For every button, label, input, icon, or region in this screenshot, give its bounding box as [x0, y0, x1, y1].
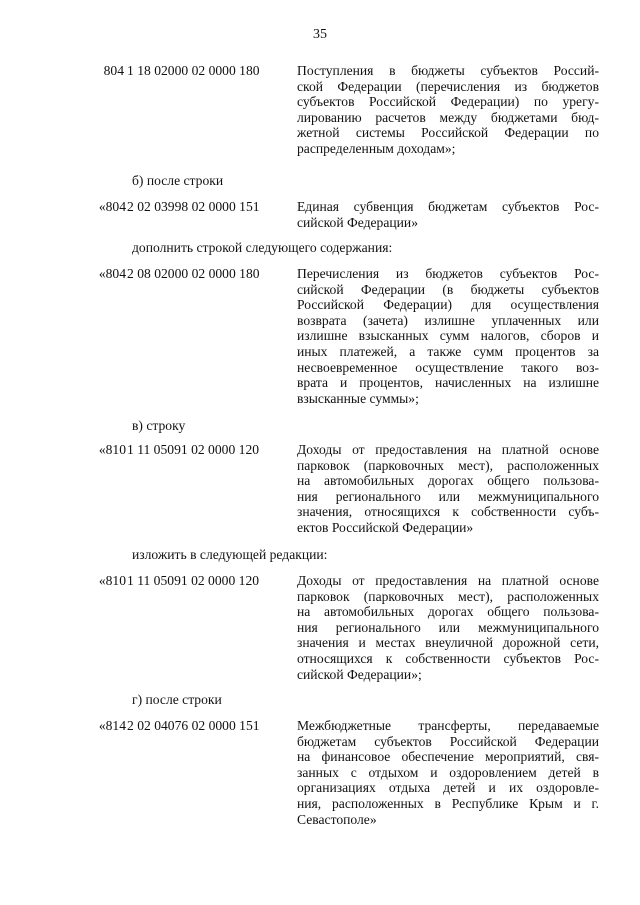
entry-description	[297, 199, 599, 230]
description-line: Перечисления из бюджетов субъектов Рос-	[297, 266, 599, 281]
entry-description	[297, 266, 599, 406]
budget-code: 1 11 05091 02 0000 120	[127, 573, 260, 588]
admin-code: «810	[98, 573, 126, 588]
instruction-text: в) строку	[132, 418, 186, 433]
description-line: на финансовое обеспечение мероприятий, свя-	[297, 749, 599, 765]
description-line: Российской Федерации) для осуществления	[297, 297, 599, 313]
page-number: 35	[313, 27, 327, 42]
entry-description	[297, 718, 599, 827]
description-line: излишне взысканных сумм налогов, сборов и	[297, 328, 599, 344]
description-line: сийской Федерации»	[297, 214, 418, 230]
description-line: значения и местах внеуличной дорожной сети,	[297, 635, 599, 651]
description-line: ния регионального или межмуниципального	[297, 488, 599, 504]
description-line: Доходы от предоставления на платной основе	[297, 442, 599, 457]
admin-code: «804	[98, 266, 126, 281]
description-line: парковок (парковочных мест), расположенных	[297, 457, 599, 473]
description-line: относящихся к собственности субъектов Рос-	[297, 650, 599, 666]
budget-code: 1 18 02000 02 0000 180	[127, 63, 260, 78]
description-line: значения, относящихся к собственности субъ-	[297, 504, 599, 520]
description-line: занных с отдыхом и оздоровлением детей в	[297, 764, 599, 780]
description-line: Поступления в бюджеты субъектов Россий-	[297, 63, 599, 78]
description-line: ния регионального или межмуниципального	[297, 619, 599, 635]
description-line: ектов Российской Федерации»	[297, 519, 474, 535]
description-line: несвоевременное осуществление такого воз-	[297, 359, 599, 375]
description-line: возврата (зачета) излишне уплаченных или	[297, 312, 599, 328]
admin-code: «804	[98, 199, 126, 214]
instruction-text: дополнить строкой следующего содержания:	[132, 240, 393, 255]
budget-code: 2 02 03998 02 0000 151	[127, 199, 260, 214]
budget-code: 2 08 02000 02 0000 180	[127, 266, 260, 281]
instruction-text: б) после строки	[132, 173, 224, 188]
description-line: ской Федерации (перечисления из бюджетов	[297, 78, 599, 94]
description-line: врата и процентов, начисленных на излишне	[297, 375, 599, 391]
description-line: парковок (парковочных мест), расположенных	[297, 588, 599, 604]
description-line: на автомобильных дорогах общего пользова-	[297, 604, 599, 620]
description-line: бюджетам субъектов Российской Федерации	[297, 733, 599, 749]
description-line: ния, расположенных в Республике Крым и г.	[297, 795, 599, 811]
admin-code: «814	[98, 718, 126, 733]
budget-code: 1 11 05091 02 0000 120	[127, 442, 260, 457]
description-line: на автомобильных дорогах общего пользова-	[297, 473, 599, 489]
admin-code: 804	[103, 63, 124, 78]
description-line: взысканные суммы»;	[297, 390, 419, 406]
entry-description	[297, 63, 599, 157]
description-line: Межбюджетные трансферты, передаваемые	[297, 718, 599, 733]
instruction-text: г) после строки	[132, 692, 222, 707]
description-line: Доходы от предоставления на платной основе	[297, 573, 599, 588]
budget-code: 2 02 04076 02 0000 151	[127, 718, 260, 733]
instruction-text: изложить в следующей редакции:	[132, 547, 328, 562]
description-line: субъектов Российской Федерации) по урегу-	[297, 94, 599, 110]
entry-description	[297, 442, 599, 536]
description-line: иных платежей, а также сумм процентов за	[297, 343, 599, 359]
description-line: сийской Федерации (в бюджеты субъектов	[297, 281, 599, 297]
description-line: сийской Федерации»;	[297, 666, 422, 682]
entry-description	[297, 573, 599, 682]
description-line: распределенным доходам»;	[297, 140, 456, 156]
description-line: жетной системы Российской Федерации по	[297, 125, 599, 141]
description-line: организациях отдыха детей и их оздоровле-	[297, 780, 599, 796]
admin-code: «810	[98, 442, 126, 457]
description-line: Севастополе»	[297, 811, 377, 827]
description-line: лированию расчетов между бюджетами бюд-	[297, 109, 599, 125]
description-line: Единая субвенция бюджетам субъектов Рос-	[297, 199, 599, 214]
